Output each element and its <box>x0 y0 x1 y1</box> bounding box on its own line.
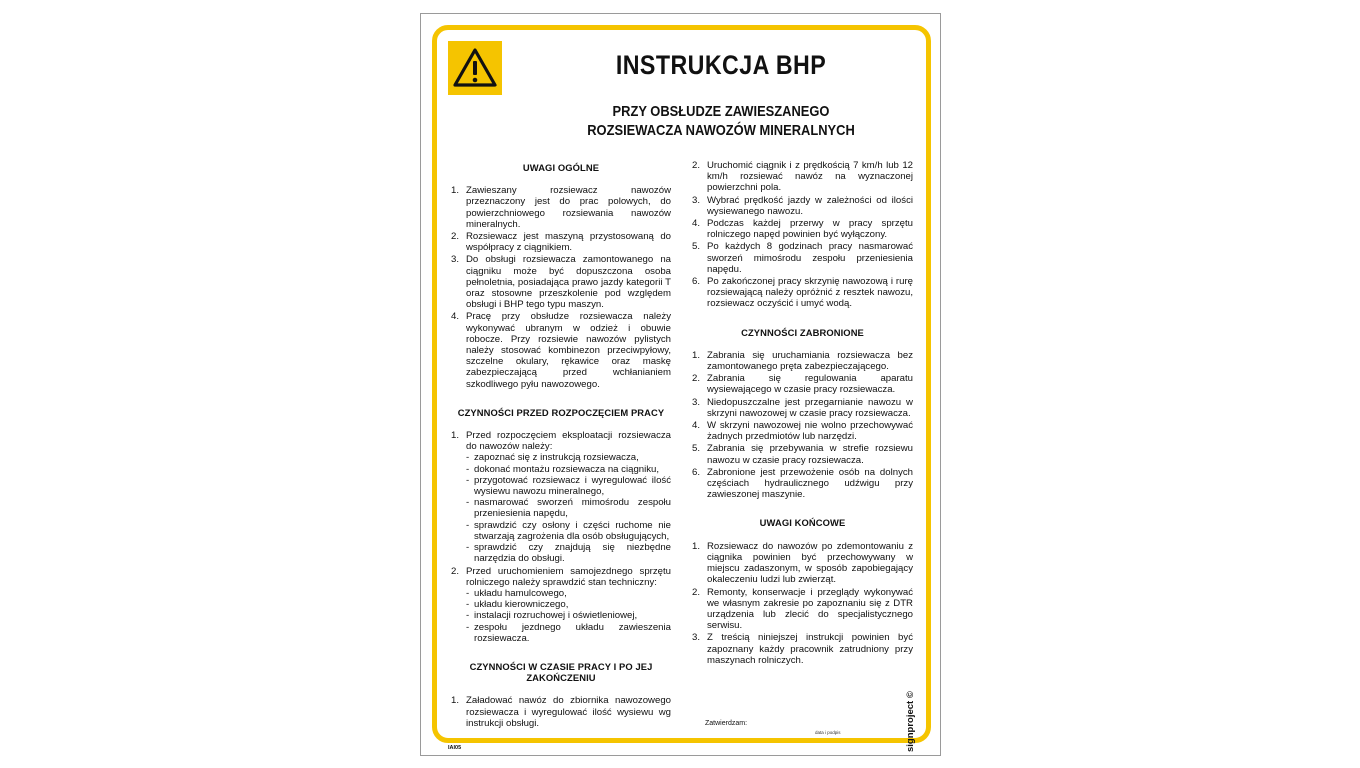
list-item <box>692 241 913 275</box>
section-heading-during-work: CZYNNOŚCI W CZASIE PRACY I PO JEJ ZAKOŃCZENIU <box>469 660 653 684</box>
section-heading-before-work: CZYNNOŚCI PRZED ROZPOCZĘCIEM PRACY <box>457 406 665 418</box>
item-text: Remonty, konserwacje i przeglądy wykonywać we własnym zakresie po zapoznaniu się z DTR urządzenia lub zlecić do specjalistycznego serwisu. <box>707 586 913 632</box>
item-text: Zawieszany rozsiewacz nawozów przeznaczony jest do prac polowych, do powierzchniowego rozsiewania nawozów mineralnych. <box>466 185 671 230</box>
item-number: 2. <box>451 565 460 577</box>
item-number: 1. <box>451 430 460 442</box>
dash-bullet: - <box>466 610 470 622</box>
item-number: 3. <box>451 254 460 266</box>
list-item <box>451 695 671 729</box>
instruction-sheet <box>420 13 941 756</box>
dash-bullet: - <box>466 621 470 633</box>
item-text: Zabrania się przebywania w strefie rozsiewu nawozu w czasie pracy rozsiewacza. <box>707 443 913 466</box>
item-number: 5. <box>692 443 701 455</box>
item-text: Uruchomić ciągnik i z prędkością 7 km/h lub 12 km/h rozsiewać nawóz na wyznaczonej powierzchni pola. <box>707 160 913 194</box>
section-heading-final: UWAGI KOŃCOWE <box>759 517 846 529</box>
dash-bullet: - <box>466 497 470 509</box>
list-item <box>692 443 913 465</box>
left-column <box>451 160 671 730</box>
approval-label: Zatwierdzam: <box>705 720 748 727</box>
dash-bullet: - <box>466 463 470 475</box>
item-number: 1. <box>692 540 701 552</box>
sub-list <box>466 588 671 644</box>
right-column <box>692 160 913 667</box>
dash-bullet: - <box>466 599 470 611</box>
list-item <box>692 218 913 240</box>
list-item <box>692 195 913 217</box>
list-item <box>692 397 913 419</box>
item-text: Niedopuszczalne jest przegarnianie nawozu w skrzyni nawozowej w czasie pracy rozsiewacza. <box>707 396 913 419</box>
item-text: Załadować nawóz do zbiornika nawozowego rozsiewacza i wyregulować ilość wysiewu wg instrukcji obsługi. <box>466 695 671 729</box>
sub-item-text: przygotować rozsiewacz i wyregulować ilość wysiewu nawozu mineralnego, <box>474 474 671 498</box>
list-item <box>451 311 671 389</box>
item-number: 3. <box>692 396 701 408</box>
sub-item-text: układu hamulcowego, <box>474 587 567 599</box>
list-item <box>451 254 671 310</box>
sub-item-text: zespołu jezdnego układu zawieszenia rozsiewacza. <box>474 621 671 644</box>
sub-list-item <box>466 497 671 519</box>
sub-list-item <box>466 452 671 463</box>
sub-list-item <box>466 475 671 497</box>
item-text: Po każdych 8 godzinach pracy nasmarować sworzeń mimośrodu zespołu przeniesienia napędu. <box>707 241 913 275</box>
during-work-list-continued <box>692 160 913 310</box>
item-text: Wybrać prędkość jazdy w zależności od ilości wysiewanego nawozu. <box>707 194 913 217</box>
dash-bullet: - <box>466 542 470 554</box>
general-notes-list <box>451 185 671 390</box>
item-text: Po zakończonej pracy skrzynię nawozową i rurę rozsiewającą należy opróżnić z resztek nawozu, rozsiewacz oczyścić i umyć wodą. <box>707 276 913 310</box>
list-item <box>451 430 671 564</box>
list-item <box>692 587 913 632</box>
sub-item-text: układu kierowniczego, <box>474 599 569 611</box>
list-item <box>692 467 913 501</box>
item-text: Do obsługi rozsiewacza zamontowanego na ciągniku może być dopuszczona osoba pełnoletnia, posiadająca prawo jazdy kategorii T oraz stosowne przeszkolenie pod względem obsługi i BHP tego typu maszyn. <box>466 254 671 311</box>
dash-bullet: - <box>466 452 470 464</box>
sub-list-item <box>466 520 671 542</box>
item-text: Z treścią niniejszej instrukcji powinien być zapoznany każdy pracownik zatrudniony przy maszynach rolniczych. <box>707 632 913 666</box>
sub-item-text: zapoznać się z instrukcją rozsiewacza, <box>474 452 639 464</box>
item-text: Zabrania się uruchamiania rozsiewacza bez zamontowanego pręta zabezpieczającego. <box>707 349 913 373</box>
document-title: INSTRUKCJA BHP <box>615 50 827 80</box>
item-number: 2. <box>692 373 701 385</box>
item-number: 6. <box>692 466 701 478</box>
list-item <box>692 160 913 194</box>
item-number: 2. <box>692 586 701 598</box>
during-work-list <box>451 695 671 729</box>
dash-bullet: - <box>466 474 470 486</box>
item-number: 2. <box>692 160 701 171</box>
list-item <box>451 185 671 230</box>
item-number: 3. <box>692 632 701 644</box>
list-item <box>451 566 671 644</box>
list-item <box>692 541 913 586</box>
final-notes-list <box>692 541 913 666</box>
item-text: Rozsiewacz jest maszyną przystosowaną do współpracy z ciągnikiem. <box>466 231 671 254</box>
forbidden-list <box>692 350 913 501</box>
sub-list-item <box>466 622 671 644</box>
sub-item-text: sprawdzić czy znajdują się niezbędne narzędzia do obsługi. <box>474 542 671 565</box>
item-text: Pracę przy obsłudze rozsiewacza należy wykonywać ubranym w odzież i obuwie robocze. Przy rozsiewie nawozów pylistych należy stosować kombinezon przeciwpyłowy, szczelne okulary, rękawice oraz maskę zabezpieczającą przed wchłanianiem szkodliwego pyłu nawozowego. <box>466 311 671 390</box>
sub-list-item <box>466 542 671 564</box>
item-text: Podczas każdej przerwy w pracy sprzętu rolniczego napęd powinien być wyłączony. <box>707 218 913 241</box>
item-number: 6. <box>692 276 701 288</box>
sub-list <box>466 452 671 564</box>
product-code: IAI05 <box>448 745 462 751</box>
sub-item-text: nasmarować sworzeń mimośrodu zespołu przeniesienia napędu, <box>474 497 671 520</box>
sub-list-item <box>466 599 671 610</box>
item-number: 4. <box>451 311 460 323</box>
list-item <box>692 373 913 395</box>
item-number: 4. <box>692 218 701 230</box>
item-text: Zabronione jest przewożenie osób na dolnych częściach hydraulicznego udźwigu przy zawieszonej maszynie. <box>707 466 913 501</box>
item-text: W skrzyni nawozowej nie wolno przechowywać żadnych przedmiotów lub narzędzi. <box>707 420 913 443</box>
document-subtitle <box>532 102 910 140</box>
dash-bullet: - <box>466 519 470 531</box>
list-item <box>692 276 913 310</box>
list-item <box>692 420 913 442</box>
item-text: Rozsiewacz do nawozów po zdemontowaniu z ciągnika powinien być przechowywany w miejscu zadaszonym, w sposób zapobiegający okaleczeniu ludzi lub zwierząt. <box>707 540 913 586</box>
item-text: Przed rozpoczęciem eksploatacji rozsiewacza do nawozów należy: <box>466 430 671 453</box>
sub-item-text: sprawdzić czy osłony i części ruchome nie stwarzają zagrożenia dla osób obsługujących, <box>474 519 671 542</box>
list-item <box>692 632 913 666</box>
section-heading-general: UWAGI OGÓLNE <box>522 162 600 173</box>
sub-list-item <box>466 464 671 475</box>
sub-list-item <box>466 610 671 621</box>
subtitle-line: PRZY OBSŁUDZE ZAWIESZANEGO <box>612 103 830 120</box>
section-heading-forbidden: CZYNNOŚCI ZABRONIONE <box>741 326 864 338</box>
item-text: Zabrania się regulowania aparatu wysiewającego w czasie pracy rozsiewacza. <box>707 373 913 396</box>
item-number: 2. <box>451 231 460 243</box>
sub-item-text: dokonać montażu rozsiewacza na ciągniku, <box>474 463 660 475</box>
item-number: 5. <box>692 241 701 253</box>
item-text: Przed uruchomieniem samojezdnego sprzętu rolniczego należy sprawdzić stan techniczny: <box>466 565 671 588</box>
item-number: 4. <box>692 420 701 432</box>
sub-list-item <box>466 588 671 599</box>
item-number: 3. <box>692 194 701 206</box>
signature-hint: data i podpis <box>815 730 841 735</box>
dash-bullet: - <box>466 587 470 599</box>
warning-triangle-icon <box>448 41 502 95</box>
list-item <box>451 231 671 253</box>
item-number: 1. <box>692 349 701 361</box>
sub-item-text: instalacji rozruchowej i oświetleniowej, <box>474 610 638 622</box>
item-number: 1. <box>451 695 460 707</box>
list-item <box>692 350 913 372</box>
subtitle-line: ROZSIEWACZA NAWOZÓW MINERALNYCH <box>587 122 855 139</box>
item-number: 1. <box>451 185 460 197</box>
brand-mark: signproject © <box>905 691 916 752</box>
